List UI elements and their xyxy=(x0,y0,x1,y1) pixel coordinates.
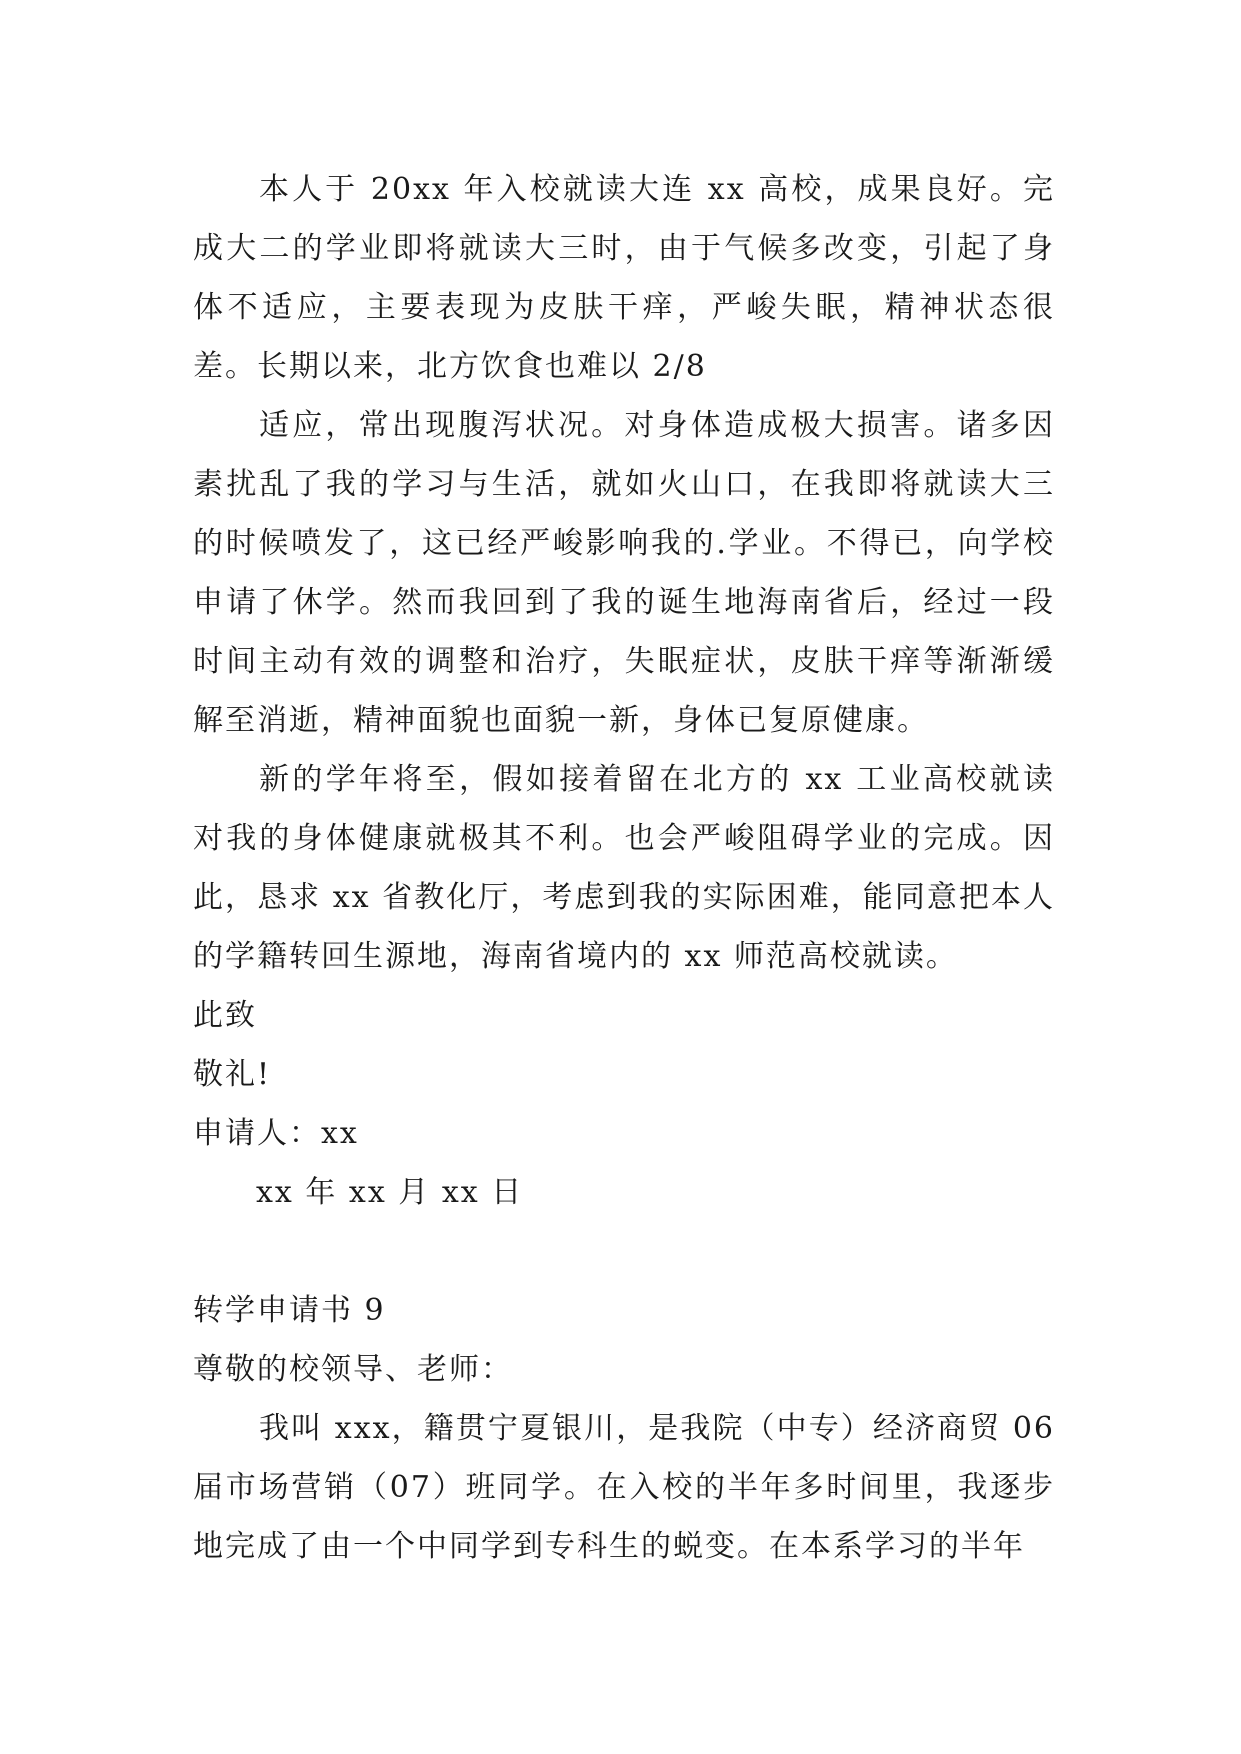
document-page xyxy=(193,160,1067,1576)
body-paragraph: 适应，常出现腹泻状况。对身体造成极大损害。诸多因素扰乱了我的学习与生活，就如火山口，在我即将就读大三的时候喷发了，这已经严峻影响我的.学业。不得已，向学校申请了休学。然而我回到了我的诞生地海南省后，经过一段时间主动有效的调整和治疗，失眠症状，皮肤干痒等渐渐缓解至消逝，精神面貌也面貌一新，身体已复原健康。 xyxy=(193,408,1055,738)
section-gap xyxy=(193,1222,1055,1281)
body-paragraph: 本人于 20xx 年入校就读大连 xx 高校，成果良好。完成大二的学业即将就读大三时，由于气候多改变，引起了身体不适应，主要表现为皮肤干痒，严峻失眠，精神状态很差。长期以来，北方饮食也难以 2/8 xyxy=(193,172,1055,384)
section-title: 转学申请书 9 xyxy=(193,1293,386,1328)
letter-date: xx 年 xx 月 xx 日 xyxy=(256,1175,524,1210)
body-paragraph: 新的学年将至，假如接着留在北方的 xx 工业高校就读对我的身体健康就极其不利。也会严峻阻碍学业的完成。因此，恳求 xx 省教化厅，考虑到我的实际困难，能同意把本人的学籍转回生源地，海南省境内的 xx 师范高校就读。 xyxy=(193,762,1055,974)
salutation: 尊敬的校领导、老师： xyxy=(193,1352,513,1387)
applicant-signature: 申请人：xx xyxy=(193,1116,359,1151)
closing-regards: 敬礼! xyxy=(193,1057,272,1092)
body-paragraph: 我叫 xxx，籍贯宁夏银川，是我院（中专）经济商贸 06 届市场营销（07）班同学。在入校的半年多时间里，我逐步地完成了由一个中同学到专科生的蜕变。在本系学习的半年 xyxy=(193,1411,1067,1564)
closing-line: 此致 xyxy=(193,998,257,1033)
